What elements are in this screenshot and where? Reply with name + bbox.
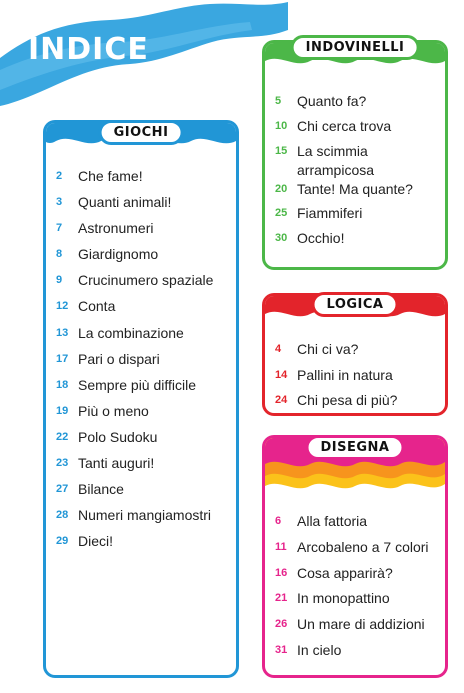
- toc-entry: [275, 92, 425, 117]
- entry-title: Più o meno: [78, 402, 149, 419]
- entry-title: Che fame!: [78, 168, 143, 184]
- page-number: 31: [275, 643, 288, 656]
- page-title: INDICE: [28, 32, 149, 67]
- entry-title: Giardignomo: [78, 246, 159, 263]
- toc-entry: [275, 366, 445, 392]
- page-number: 3: [56, 196, 63, 209]
- toc-entry: [275, 180, 425, 205]
- entry-title: Bilance: [78, 481, 124, 498]
- page-number: 29: [56, 535, 69, 548]
- page-number: 28: [56, 509, 69, 522]
- toc-entry: [275, 229, 425, 254]
- page-number: 15: [275, 144, 288, 157]
- entry-title: Conta: [78, 298, 116, 315]
- toc-entry: [275, 538, 445, 564]
- page-number: 21: [275, 592, 288, 605]
- toc-entry: [275, 391, 445, 417]
- page-number: 20: [275, 182, 288, 195]
- toc-entry: [56, 219, 216, 245]
- entry-title: Fiammiferi: [297, 205, 363, 222]
- entry-title: Quanto fa?: [297, 93, 367, 109]
- toc-list: [265, 512, 445, 667]
- page-number: 13: [56, 326, 69, 339]
- page-number: 9: [56, 274, 63, 287]
- entry-title: Pallini in natura: [297, 366, 393, 383]
- toc-entry: [275, 204, 425, 229]
- page-number: 14: [275, 368, 288, 381]
- page-number: 11: [275, 540, 287, 553]
- toc-entry: [56, 324, 216, 350]
- toc-entry: [56, 167, 216, 193]
- toc-entry: [56, 402, 216, 428]
- entry-title: Tanti auguri!: [78, 455, 155, 472]
- entry-title: Sempre più difficile: [78, 376, 197, 393]
- page-number: 5: [275, 95, 282, 107]
- section-giochi: [43, 120, 239, 678]
- entry-title: Tante! Ma quante?: [297, 180, 413, 197]
- page-number: 4: [275, 343, 282, 355]
- toc-entry: [275, 340, 445, 366]
- section-label: INDOVINELLI: [291, 35, 420, 60]
- entry-title: Occhio!: [297, 230, 345, 247]
- entry-title: Chi cerca trova: [297, 117, 392, 134]
- page-number: 17: [56, 352, 69, 365]
- page-number: 10: [275, 119, 288, 132]
- page-number: 26: [275, 618, 288, 631]
- toc-entry: [56, 245, 216, 271]
- toc-list: [265, 92, 425, 254]
- toc-entry: [275, 641, 445, 667]
- page-number: 19: [56, 404, 69, 417]
- section-logica: [262, 293, 448, 416]
- entry-title: Un mare di addizioni: [297, 616, 425, 633]
- toc-entry: [275, 615, 445, 641]
- toc-list: [265, 340, 445, 417]
- page-number: 8: [56, 248, 63, 261]
- section-label: DISEGNA: [306, 435, 405, 460]
- entry-title: Polo Sudoku: [78, 428, 158, 445]
- toc-entry: [56, 350, 216, 376]
- entry-title: Astronumeri: [78, 220, 154, 237]
- entry-title: Alla fattoria: [297, 513, 368, 529]
- entry-title: Chi pesa di più?: [297, 392, 398, 408]
- page-number: 24: [275, 394, 288, 406]
- toc-entry: [56, 428, 216, 454]
- page-number: 7: [56, 222, 63, 235]
- page-number: 16: [275, 566, 288, 579]
- section-label: LOGICA: [312, 292, 399, 317]
- toc-entry: [275, 512, 445, 538]
- page-number: 25: [275, 207, 288, 220]
- toc-entry: [56, 454, 216, 480]
- entry-title: In monopattino: [297, 590, 390, 607]
- entry-title: Crucinumero spaziale: [78, 272, 214, 289]
- entry-title: Arcobaleno a 7 colori: [297, 538, 429, 555]
- page-number: 27: [56, 483, 69, 496]
- section-disegna: [262, 435, 448, 678]
- section-indovinelli: [262, 40, 448, 270]
- page-number: 2: [56, 170, 63, 182]
- toc-entry: [56, 297, 216, 323]
- toc-list: [46, 167, 216, 558]
- toc-entry: [56, 480, 216, 506]
- toc-entry: [56, 376, 216, 402]
- entry-title: La combinazione: [78, 324, 184, 341]
- toc-entry: [56, 193, 216, 219]
- page-number: 30: [275, 232, 288, 245]
- page-number: 22: [56, 430, 69, 443]
- page-number: 23: [56, 457, 69, 470]
- section-label: GIOCHI: [99, 120, 184, 145]
- toc-entry: [56, 532, 216, 558]
- entry-title: In cielo: [297, 641, 342, 658]
- entry-title: Quanti animali!: [78, 194, 172, 211]
- page-number: 12: [56, 300, 69, 313]
- entry-title: Pari o dispari: [78, 350, 160, 367]
- entry-title: La scimmia arrampicosa: [297, 142, 375, 178]
- toc-entry: [56, 506, 216, 532]
- entry-title: Dieci!: [78, 533, 114, 550]
- entry-title: Chi ci va?: [297, 341, 359, 357]
- toc-entry: [275, 564, 445, 590]
- page-number: 18: [56, 378, 69, 391]
- toc-entry: [275, 589, 445, 615]
- entry-title: Numeri mangiamostri: [78, 507, 212, 524]
- entry-title: Cosa apparirà?: [297, 564, 393, 581]
- page-number: 6: [275, 515, 282, 527]
- toc-entry: [56, 271, 216, 297]
- toc-entry: [275, 117, 425, 142]
- toc-entry: [275, 142, 425, 180]
